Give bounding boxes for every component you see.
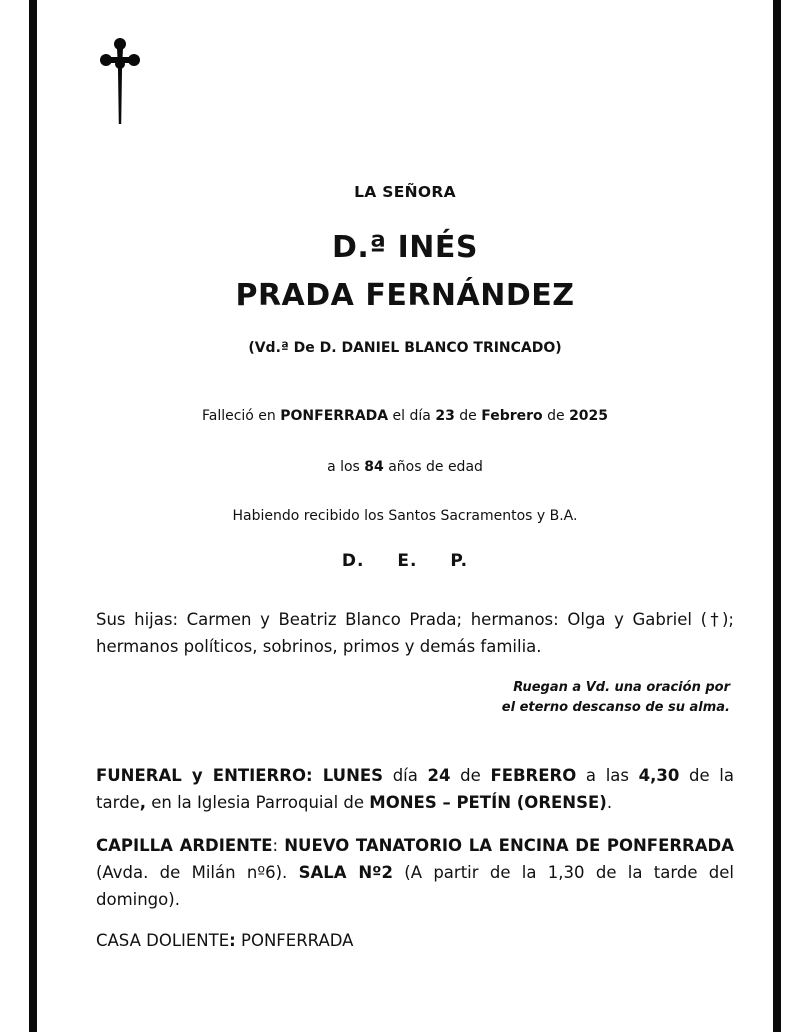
death-year: 2025 (569, 408, 609, 424)
prayer-line1: Ruegan a Vd. una oración por (513, 680, 730, 695)
sacraments-statement: Habiendo recibido los Santos Sacramentos y B.A. (232, 508, 578, 524)
death-month: Febrero (481, 408, 543, 424)
funeral-label: FUNERAL y ENTIERRO: LUNES (96, 766, 384, 785)
cross-icon (98, 36, 142, 128)
dep-initials: D. E. P. (341, 551, 469, 571)
age-statement: a los 84 años de edad (327, 459, 483, 475)
death-day: 23 (435, 408, 455, 424)
death-place: PONFERRADA (280, 408, 389, 424)
chapel-room: SALA Nº2 (298, 863, 393, 882)
deceased-name-line2: PRADA FERNÁNDEZ (235, 278, 575, 313)
deceased-name-line1: D.ª INÉS (331, 230, 479, 265)
mourning-house-label: CASA DOLIENTE (96, 931, 230, 950)
family-paragraph: Sus hijas: Carmen y Beatriz Blanco Prada; hermanos: Olga y Gabriel (†); hermanos políticos, sobrinos, primos y demás familia. (96, 610, 734, 656)
funeral-paragraph: FUNERAL y ENTIERRO: LUNES día 24 de FEBRERO a las 4,30 de la tarde, en la Iglesia Parroquial de MONES – PETÍN (ORENSE). (96, 766, 734, 812)
right-border-bar (773, 0, 781, 1032)
mourning-house-place: PONFERRADA (235, 931, 354, 950)
chapel-paragraph: CAPILLA ARDIENTE: NUEVO TANATORIO LA ENCINA DE PONFERRADA (Avda. de Milán nº6). SALA Nº2 (A partir de la 1,30 de la tarde del domingo). (96, 836, 735, 909)
chapel-venue: NUEVO TANATORIO LA ENCINA DE PONFERRADA (284, 836, 734, 855)
prayer-request (502, 678, 730, 718)
death-statement: Falleció en PONFERRADA el día 23 de Febrero de 2025 (201, 408, 609, 424)
prayer-line2: el eterno descanso de su alma. (501, 700, 730, 715)
funeral-place: MONES – PETÍN (ORENSE) (369, 793, 607, 812)
widow-of: (Vd.ª De D. DANIEL BLANCO TRINCADO) (248, 340, 562, 356)
age-years: 84 (364, 459, 384, 475)
chapel-label: CAPILLA ARDIENTE (96, 836, 273, 855)
left-border-bar (29, 0, 37, 1032)
mourning-house: CASA DOLIENTE: PONFERRADA (96, 931, 354, 950)
title-la-senora: LA SEÑORA (354, 183, 456, 201)
